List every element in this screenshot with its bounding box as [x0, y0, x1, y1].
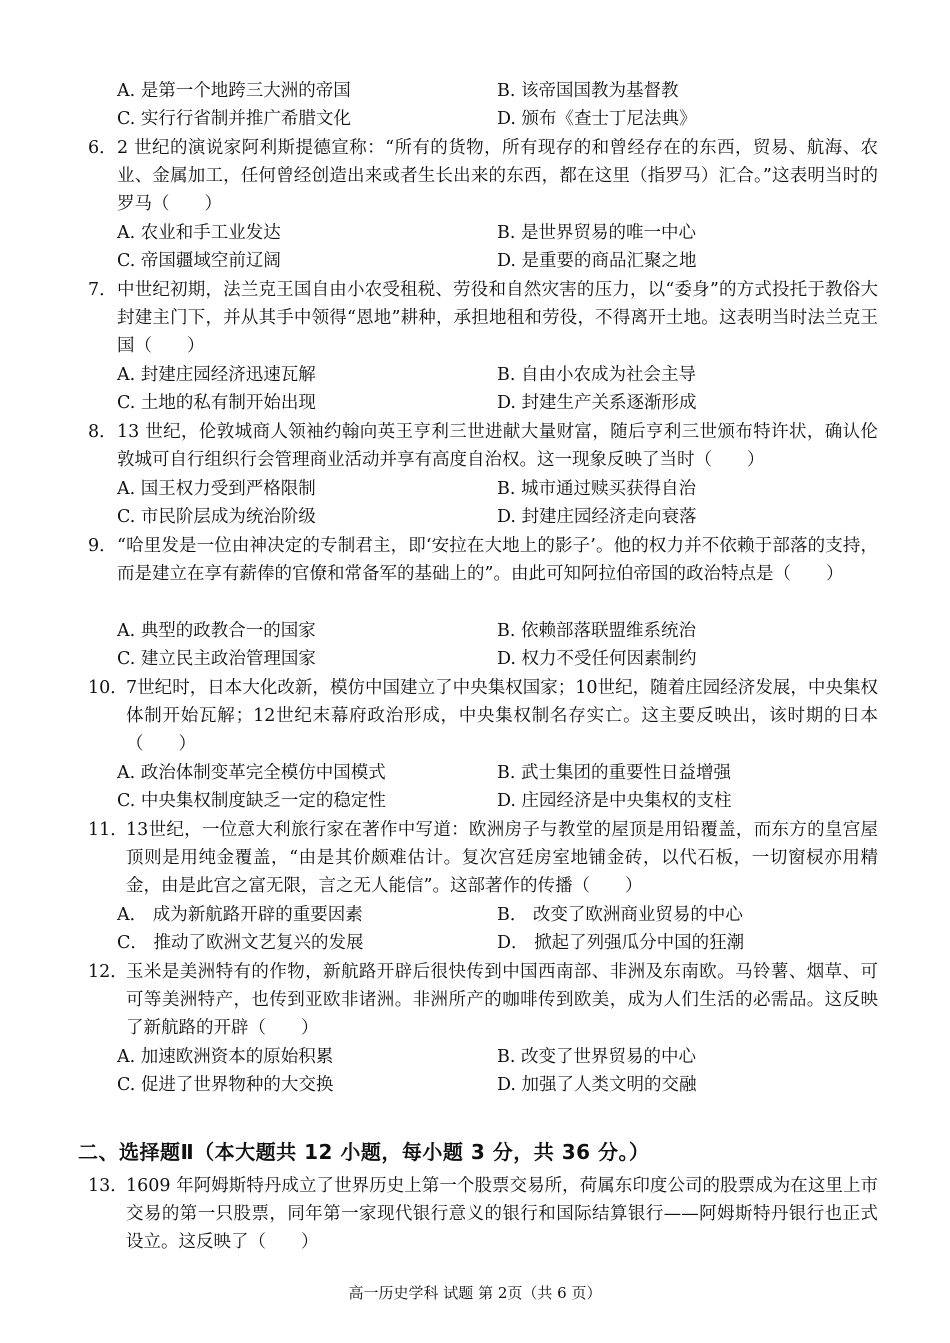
q9-option-a: A. 典型的政教合一的国家	[117, 621, 316, 641]
q9-option-c: C. 建立民主政治管理国家	[117, 649, 316, 669]
q10-option-d: D. 庄园经济是中央集权的支柱	[497, 791, 732, 811]
q12-option-d: D. 加强了人类文明的交融	[497, 1075, 697, 1095]
q7-option-c: C. 土地的私有制开始出现	[117, 393, 316, 413]
question-stem: 1609 年阿姆斯特丹成立了世界历史上第一个股票交易所，荷属东印度公司的股票成为在这里上市交易的第一只股票，同年第一家现代银行意义的银行和国际结算银行——阿姆斯特丹银行也正式设立。这反映了（ ）	[126, 1176, 878, 1252]
question-number: 10．	[88, 678, 128, 698]
q11-option-c: C． 推动了欧洲文艺复兴的发展	[117, 933, 364, 953]
q6-option-a: A. 农业和手工业发达	[117, 223, 281, 243]
section-title: 二、选择题Ⅱ（本大题共 12 小题，每小题 3 分，共 36 分。）	[78, 1140, 650, 1164]
q10-option-c: C. 中央集权制度缺乏一定的稳定性	[117, 791, 386, 811]
question-12	[88, 958, 878, 1042]
q5-option-b: B. 该帝国国教为基督教	[497, 81, 679, 101]
q7-option-b: B. 自由小农成为社会主导	[497, 365, 696, 385]
q7-options	[117, 361, 897, 417]
question-6	[88, 134, 878, 218]
q12-option-a: A. 加速欧洲资本的原始积累	[117, 1047, 334, 1067]
question-stem: 2 世纪的演说家阿利斯提德宣称：“所有的货物，所有现存的和曾经存在的东西，贸易、航海、农业、金属加工，任何曾经创造出来或者生长出来的东西，都在这里（指罗马）汇合。”这表明当时的罗马（ ）	[117, 138, 878, 214]
q10-options	[117, 759, 897, 815]
question-9	[88, 532, 878, 588]
q12-option-c: C. 促进了世界物种的大交换	[117, 1075, 334, 1095]
q8-option-b: B. 城市通过赎买获得自治	[497, 479, 696, 499]
question-stem: 中世纪初期，法兰克王国自由小农受租税、劳役和自然灾害的压力，以“委身”的方式投托于教俗大封建主门下，并从其手中领得“恩地”耕种，承担地租和劳役，不得离开土地。这表明当时法兰克王国（ ）	[117, 280, 878, 356]
question-10	[88, 674, 878, 758]
q5-options	[117, 77, 897, 133]
q6-option-c: C. 帝国疆域空前辽阔	[117, 251, 281, 271]
question-number: 6．	[88, 138, 117, 158]
q11-options	[117, 901, 897, 957]
q12-option-b: B. 改变了世界贸易的中心	[497, 1047, 696, 1067]
q11-option-d: D． 掀起了列强瓜分中国的狂潮	[497, 933, 745, 953]
q5-option-c: C. 实行行省制并推广希腊文化	[117, 109, 351, 129]
q8-option-c: C. 市民阶层成为统治阶级	[117, 507, 316, 527]
q8-options	[117, 475, 897, 531]
question-number: 13．	[88, 1176, 128, 1196]
question-11	[88, 816, 878, 900]
q10-option-a: A. 政治体制变革完全模仿中国模式	[117, 763, 386, 783]
question-number: 9．	[88, 536, 117, 556]
q5-option-a: A. 是第一个地跨三大洲的帝国	[117, 81, 351, 101]
q12-options	[117, 1043, 897, 1099]
question-stem: 玉米是美洲特有的作物，新航路开辟后很快传到中国西南部、非洲及东南欧。马铃薯、烟草、可可等美洲特产，也传到亚欧非诸洲。非洲所产的咖啡传到欧美，成为人们生活的必需品。这反映了新航路的开辟（ ）	[126, 962, 878, 1038]
question-stem: 13 世纪，伦敦城商人领袖约翰向英王亨利三世进献大量财富，随后亨利三世颁布特许状，确认伦敦城可自行组织行会管理商业活动并享有高度自治权。这一现象反映了当时（ ）	[117, 422, 878, 470]
question-7	[88, 276, 878, 360]
question-number: 8．	[88, 422, 117, 442]
page-footer: 高一历史学科 试题 第 2页（共 6 页）	[348, 1284, 602, 1302]
question-stem: 7世纪时，日本大化改新，模仿中国建立了中央集权国家；10世纪，随着庄园经济发展，中央集权体制开始瓦解；12世纪末幕府政治形成，中央集权制名存实亡。这主要反映出，该时期的日本（ ）	[126, 678, 878, 754]
question-number: 11．	[88, 820, 128, 840]
question-stem: 13世纪，一位意大利旅行家在著作中写道：欧洲房子与教堂的屋顶是用铅覆盖，而东方的皇宫屋顶则是用纯金覆盖，“由是其价颇难估计。复次宫廷房室地铺金砖，以代石板，一切窗棂亦用精金，由是此宫之富无限，言之无人能信”。这部著作的传播（ ）	[126, 820, 878, 896]
q11-option-b: B． 改变了欧洲商业贸易的中心	[497, 905, 743, 925]
q7-option-a: A. 封建庄园经济迅速瓦解	[117, 365, 316, 385]
q6-option-b: B. 是世界贸易的唯一中心	[497, 223, 696, 243]
q10-option-b: B. 武士集团的重要性日益增强	[497, 763, 731, 783]
q9-option-d: D. 权力不受任何因素制约	[497, 649, 697, 669]
question-number: 12．	[88, 962, 128, 982]
q5-option-d: D. 颁布《查士丁尼法典》	[497, 109, 697, 129]
q9-option-b: B. 依赖部落联盟维系统治	[497, 621, 696, 641]
question-8	[88, 418, 878, 474]
q11-option-a: A． 成为新航路开辟的重要因素	[117, 905, 363, 925]
question-number: 7．	[88, 280, 117, 300]
question-13	[88, 1172, 878, 1256]
q9-options	[117, 617, 897, 673]
q6-option-d: D. 是重要的商品汇聚之地	[497, 251, 697, 271]
q8-option-a: A. 国王权力受到严格限制	[117, 479, 316, 499]
question-stem: “哈里发是一位由神决定的专制君主，即‘安拉在大地上的影子’。他的权力并不依赖于部落的支持，而是建立在享有薪俸的官僚和常备军的基础上的”。由此可知阿拉伯帝国的政治特点是（ ）	[117, 536, 878, 584]
q8-option-d: D. 封建庄园经济走向衰落	[497, 507, 697, 527]
q7-option-d: D. 封建生产关系逐渐形成	[497, 393, 697, 413]
q6-options	[117, 219, 897, 275]
